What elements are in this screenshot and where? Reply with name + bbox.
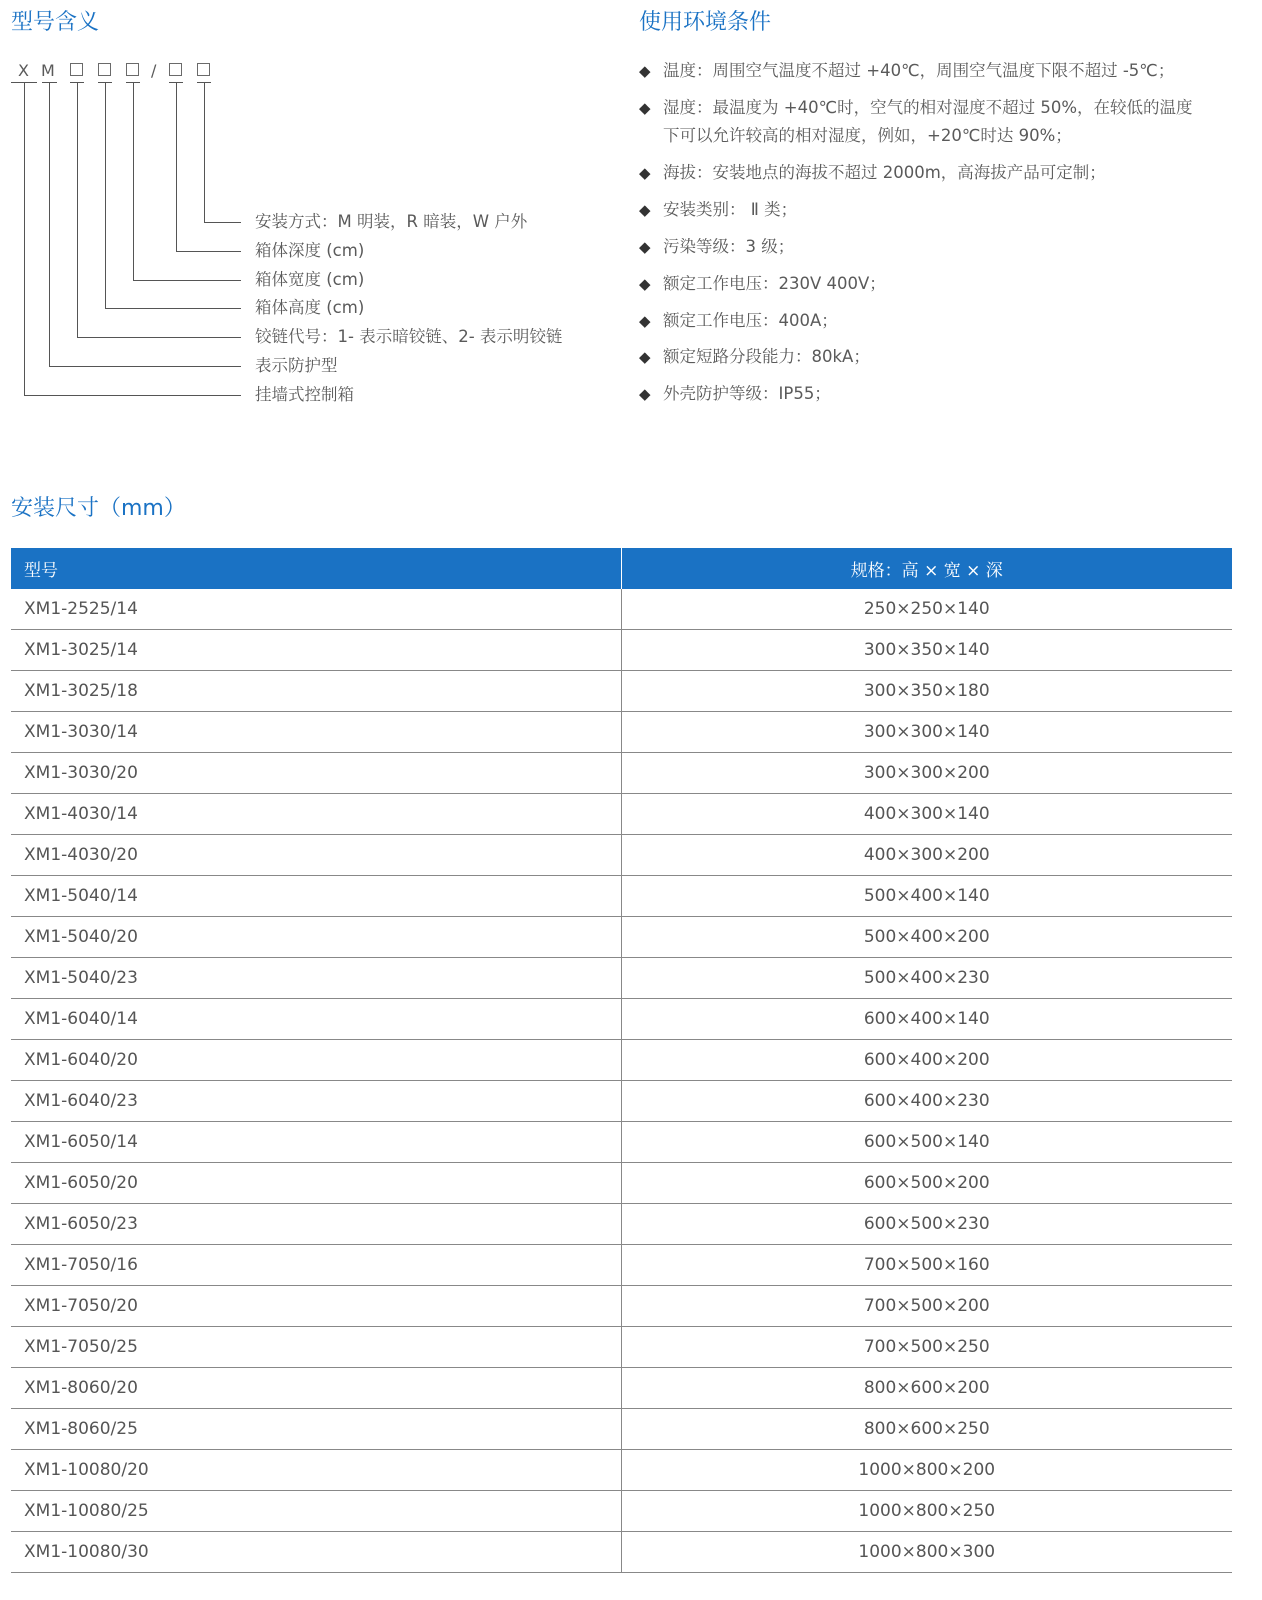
model-cell: XM1-4030/20 <box>11 835 621 876</box>
diamond-bullet-icon: ◆ <box>639 312 651 330</box>
env-item-altitude <box>639 159 1239 187</box>
legend-height: 箱体高度 (cm) <box>255 298 365 317</box>
env-item-text: 湿度：最温度为 +40℃时，空气的相对湿度不超过 50%，在较低的温度 <box>663 98 1193 117</box>
model-cell: XM1-3030/20 <box>11 753 621 794</box>
env-item-ip-rating <box>639 380 1239 408</box>
table-row <box>11 630 1232 671</box>
env-item-install-category <box>639 196 1239 224</box>
table-row <box>11 753 1232 794</box>
env-item-text: 安装类别： Ⅱ 类； <box>663 200 798 219</box>
spec-cell: 300×350×180 <box>621 671 1232 712</box>
model-cell: XM1-3025/18 <box>11 671 621 712</box>
leader-line <box>24 82 25 395</box>
env-item-text: 外壳防护等级：IP55； <box>663 384 831 403</box>
header-model: 型号 <box>11 548 621 589</box>
leader-line <box>24 395 241 396</box>
code-placeholder-box <box>169 63 182 76</box>
env-item-text: 额定短路分段能力：80kA； <box>663 347 870 366</box>
diamond-bullet-icon: ◆ <box>639 62 651 80</box>
model-meaning-title: 型号含义 <box>11 10 100 35</box>
spec-cell: 300×300×200 <box>621 753 1232 794</box>
spec-cell: 600×500×230 <box>621 1204 1232 1245</box>
spec-cell: 700×500×250 <box>621 1327 1232 1368</box>
model-cell: XM1-5040/23 <box>11 958 621 999</box>
spec-cell: 1000×800×300 <box>621 1532 1232 1573</box>
legend-depth: 箱体深度 (cm) <box>255 241 365 260</box>
spec-cell: 800×600×250 <box>621 1409 1232 1450</box>
model-cell: XM1-10080/30 <box>11 1532 621 1573</box>
leader-line <box>204 82 205 222</box>
leader-line <box>133 280 241 281</box>
leader-line <box>49 366 241 367</box>
leader-line <box>105 308 241 309</box>
leader-line <box>204 222 241 223</box>
table-row <box>11 1327 1232 1368</box>
table-row <box>11 1163 1232 1204</box>
spec-cell: 400×300×140 <box>621 794 1232 835</box>
env-item-rated-voltage <box>639 270 1239 298</box>
spec-cell: 600×400×200 <box>621 1040 1232 1081</box>
model-cell: XM1-7050/25 <box>11 1327 621 1368</box>
env-item-text: 额定工作电压：230V 400V； <box>663 274 886 293</box>
env-item-temperature <box>639 57 1239 85</box>
model-cell: XM1-6040/14 <box>11 999 621 1040</box>
table-row <box>11 1204 1232 1245</box>
table-row <box>11 876 1232 917</box>
table-row <box>11 999 1232 1040</box>
code-placeholder-box <box>126 63 139 76</box>
diamond-bullet-icon: ◆ <box>639 275 651 293</box>
diamond-bullet-icon: ◆ <box>639 99 651 117</box>
env-item-text: 污染等级：3 级； <box>663 237 795 256</box>
dimensions-title: 安装尺寸（mm） <box>11 496 186 521</box>
spec-cell: 500×400×200 <box>621 917 1232 958</box>
model-cell: XM1-8060/20 <box>11 1368 621 1409</box>
code-placeholder-box <box>197 63 210 76</box>
env-item-pollution <box>639 233 1239 261</box>
table-row <box>11 835 1232 876</box>
model-cell: XM1-5040/20 <box>11 917 621 958</box>
leader-line <box>77 337 241 338</box>
env-item-rated-current <box>639 307 1239 335</box>
model-cell: XM1-2525/14 <box>11 589 621 630</box>
table-row <box>11 917 1232 958</box>
leader-line <box>105 82 106 308</box>
model-cell: XM1-5040/14 <box>11 876 621 917</box>
code-placeholder-box <box>98 63 111 76</box>
spec-cell: 1000×800×250 <box>621 1491 1232 1532</box>
table-row <box>11 1081 1232 1122</box>
table-row <box>11 1286 1232 1327</box>
dimensions-table-body <box>11 589 1232 1573</box>
model-cell: XM1-4030/14 <box>11 794 621 835</box>
table-row <box>11 794 1232 835</box>
spec-cell: 700×500×200 <box>621 1286 1232 1327</box>
model-cell: XM1-6050/20 <box>11 1163 621 1204</box>
environment-title: 使用环境条件 <box>639 10 772 35</box>
table-row <box>11 1409 1232 1450</box>
spec-cell: 400×300×200 <box>621 835 1232 876</box>
code-char-m: M <box>41 61 55 80</box>
spec-cell: 700×500×160 <box>621 1245 1232 1286</box>
table-header-row <box>11 548 1232 589</box>
spec-cell: 1000×800×200 <box>621 1450 1232 1491</box>
model-cell: XM1-6040/23 <box>11 1081 621 1122</box>
diamond-bullet-icon: ◆ <box>639 201 651 219</box>
model-cell: XM1-8060/25 <box>11 1409 621 1450</box>
env-item-text: 温度：周围空气温度不超过 +40℃，周围空气温度下限不超过 -5℃； <box>663 61 1175 80</box>
model-cell: XM1-3030/14 <box>11 712 621 753</box>
table-row <box>11 1040 1232 1081</box>
leader-line <box>49 82 50 366</box>
model-cell: XM1-10080/20 <box>11 1450 621 1491</box>
spec-cell: 500×400×140 <box>621 876 1232 917</box>
leader-line <box>176 82 177 251</box>
legend-wall-box: 挂墙式控制箱 <box>255 385 354 404</box>
table-row <box>11 1245 1232 1286</box>
code-slash: / <box>151 61 157 80</box>
diamond-bullet-icon: ◆ <box>639 348 651 366</box>
table-row <box>11 1532 1232 1573</box>
table-row <box>11 589 1232 630</box>
model-cell: XM1-6050/23 <box>11 1204 621 1245</box>
spec-cell: 500×400×230 <box>621 958 1232 999</box>
spec-cell: 600×500×200 <box>621 1163 1232 1204</box>
legend-install-method: 安装方式：M 明装，R 暗装，W 户外 <box>255 212 528 231</box>
table-row <box>11 1450 1232 1491</box>
table-row <box>11 1368 1232 1409</box>
env-item-text: 额定工作电压：400A； <box>663 311 838 330</box>
leader-line <box>176 251 241 252</box>
legend-width: 箱体宽度 (cm) <box>255 270 365 289</box>
table-row <box>11 1491 1232 1532</box>
diamond-bullet-icon: ◆ <box>639 164 651 182</box>
legend-hinge-code: 铰链代号：1- 表示暗铰链、2- 表示明铰链 <box>255 327 563 346</box>
spec-cell: 600×500×140 <box>621 1122 1232 1163</box>
diamond-bullet-icon: ◆ <box>639 385 651 403</box>
model-cell: XM1-3025/14 <box>11 630 621 671</box>
env-item-breaking-capacity <box>639 343 1239 371</box>
spec-cell: 600×400×140 <box>621 999 1232 1040</box>
env-item-text: 海拔：安装地点的海拔不超过 2000m，高海拔产品可定制； <box>663 163 1106 182</box>
table-row <box>11 712 1232 753</box>
model-cell: XM1-6050/14 <box>11 1122 621 1163</box>
leader-line <box>133 82 134 280</box>
spec-cell: 300×350×140 <box>621 630 1232 671</box>
model-cell: XM1-10080/25 <box>11 1491 621 1532</box>
legend-protection-type: 表示防护型 <box>255 356 338 375</box>
leader-line <box>77 82 78 337</box>
env-item-text: 下可以允许较高的相对湿度，例如，+20℃时达 90%； <box>663 126 1072 145</box>
diamond-bullet-icon: ◆ <box>639 238 651 256</box>
table-row <box>11 671 1232 712</box>
spec-cell: 800×600×200 <box>621 1368 1232 1409</box>
code-char-x: X <box>18 61 29 80</box>
table-row <box>11 958 1232 999</box>
model-cell: XM1-7050/20 <box>11 1286 621 1327</box>
spec-cell: 600×400×230 <box>621 1081 1232 1122</box>
code-placeholder-box <box>70 63 83 76</box>
dimensions-table <box>11 548 1232 1573</box>
model-cell: XM1-7050/16 <box>11 1245 621 1286</box>
env-item-humidity <box>639 94 1239 150</box>
header-spec: 规格：高 × 宽 × 深 <box>621 548 1232 589</box>
model-cell: XM1-6040/20 <box>11 1040 621 1081</box>
table-row <box>11 1122 1232 1163</box>
spec-cell: 250×250×140 <box>621 589 1232 630</box>
spec-cell: 300×300×140 <box>621 712 1232 753</box>
